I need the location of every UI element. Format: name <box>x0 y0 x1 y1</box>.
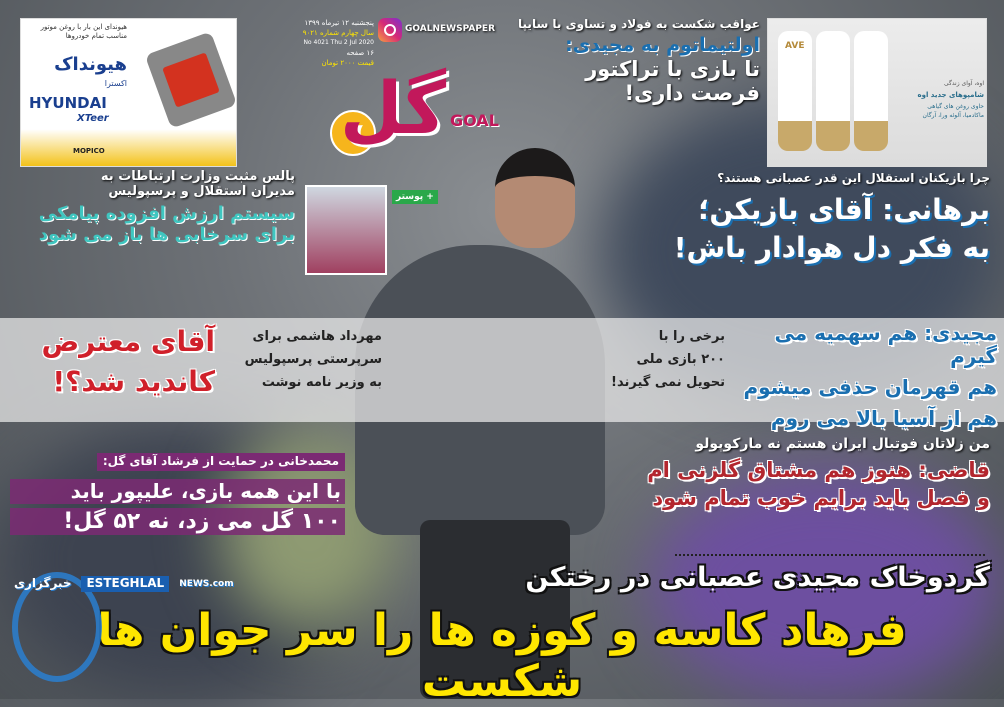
newspaper-logo: گل <box>340 66 447 150</box>
watermark-sub: NEWS.com <box>179 578 234 589</box>
majidi-headline: هم قهرمان حذفی میشوم <box>743 375 997 399</box>
ultimatum-line: فرصت داری! <box>624 80 760 105</box>
messi-inset-photo <box>305 185 387 275</box>
ultimatum-title: اولتیماتوم به مجیدی: <box>565 33 760 56</box>
borhani-kicker: چرا بازیکنان استقلال این قدر عصبانی هستند؟ <box>717 171 990 185</box>
hyundai-ad[interactable] <box>20 18 237 167</box>
objector-headline: آقای معترض <box>41 325 215 358</box>
bottle-icon <box>854 31 888 151</box>
borhani-headline: به فکر دل هوادار باش! <box>673 230 990 264</box>
hashemi-text: به وزیر نامه نوشت <box>261 374 382 390</box>
price: قیمت ۲۰۰۰ تومان <box>321 59 374 67</box>
ad-brand-en: HYUNDAI <box>29 94 107 112</box>
sms-headline: برای سرخابی ها باز می شود <box>38 223 295 245</box>
ad-line: شامپوهای جدید اوه <box>917 91 984 99</box>
instagram-handle[interactable]: GOALNEWSPAPER <box>405 24 495 34</box>
watermark-fa: خبرگزاری <box>14 576 72 590</box>
bottle-icon <box>816 31 850 151</box>
ghazi-headline: قاضی: هنوز هم مشتاق گلزنی ام <box>647 458 990 483</box>
majidi-headline: مجیدی: هم سهمیه می گیرم <box>774 321 997 368</box>
borhani-headline: برهانی: آقای بازیکن؛ <box>698 192 990 226</box>
national-text: برخی را با <box>658 329 725 344</box>
issue-date: پنجشنبه ۱۲ تیرماه ۱۳۹۹ <box>304 19 374 27</box>
page-count: ۱۶ صفحه <box>346 49 374 57</box>
sms-headline: سیستم ارزش افزوده پیامکی <box>38 202 295 224</box>
issue-number: سال چهارم شماره ۹۰۲۱ <box>302 29 374 37</box>
main-kicker: گردوخاک مجیدی عصبانی در رختکن <box>525 562 990 593</box>
ultimatum-line: تا بازی با تراکتور <box>585 56 760 81</box>
ad-sub-fa: اکسترا <box>104 79 127 88</box>
ghazi-kicker: من زلاتان فوتبال ایران هستم نه مارکوپولو <box>695 436 990 452</box>
divider <box>675 554 985 556</box>
coach-photo <box>495 148 575 248</box>
ad-brand-fa: هیونداک <box>54 54 127 75</box>
sms-kicker: مدیران استقلال و پرسپولیس <box>108 183 295 199</box>
poster-badge: + پوستر <box>392 190 438 204</box>
national-text: ۲۰۰ بازی ملی <box>636 351 725 367</box>
instagram-icon[interactable] <box>378 18 402 42</box>
ad-tagline: هیوندای این بار با روغن موتور مناسب تمام خودروها <box>40 23 127 40</box>
ultimatum-kicker: عواقب شکست به فولاد و تساوی با سایپا <box>518 17 760 31</box>
ad-line: حاوی روغن های گیاهی <box>927 103 984 111</box>
logo-latin: GOAL <box>450 111 499 130</box>
latin-date: No 4021 Thu 2 Jul 2020 <box>303 39 374 46</box>
alipour-kicker: محمدخانی در حمایت از فرشاد آقای گل: <box>97 453 345 471</box>
alipour-headline: ۱۰۰ گل می زد، نه ۵۲ گل! <box>10 508 345 535</box>
hashemi-text: مهرداد هاشمی برای <box>252 329 382 344</box>
main-headline: فرهاد کاسه و کوزه ها را سر جوان ها شکست <box>97 605 907 707</box>
sms-kicker: پالس مثبت وزارت ارتباطات به <box>100 169 295 184</box>
ad-slogan: اوه، آوای زندگی <box>944 80 984 87</box>
ghazi-headline: و فصل باید برایم خوب تمام شود <box>652 486 990 511</box>
oil-can-icon <box>145 31 237 128</box>
watermark-en: ESTEGHLAL <box>81 576 169 592</box>
majidi-headline: هم از آسیا بالا می روم <box>770 406 997 430</box>
shampoo-ad[interactable] <box>767 18 987 167</box>
ad-brand: AVE <box>785 41 805 51</box>
alipour-headline: با این همه بازی، علیپور باید <box>10 479 345 504</box>
ad-company: MOPICO <box>73 147 105 155</box>
objector-headline: کاندید شد؟! <box>52 365 215 399</box>
ad-sub-en: XTeer <box>77 113 109 124</box>
ad-line: ماکادمیا، آلوئه ورا، آرگان <box>922 112 984 120</box>
hashemi-text: سرپرستی پرسپولیس <box>244 351 382 367</box>
national-text: تحویل نمی گیرند! <box>611 374 725 390</box>
